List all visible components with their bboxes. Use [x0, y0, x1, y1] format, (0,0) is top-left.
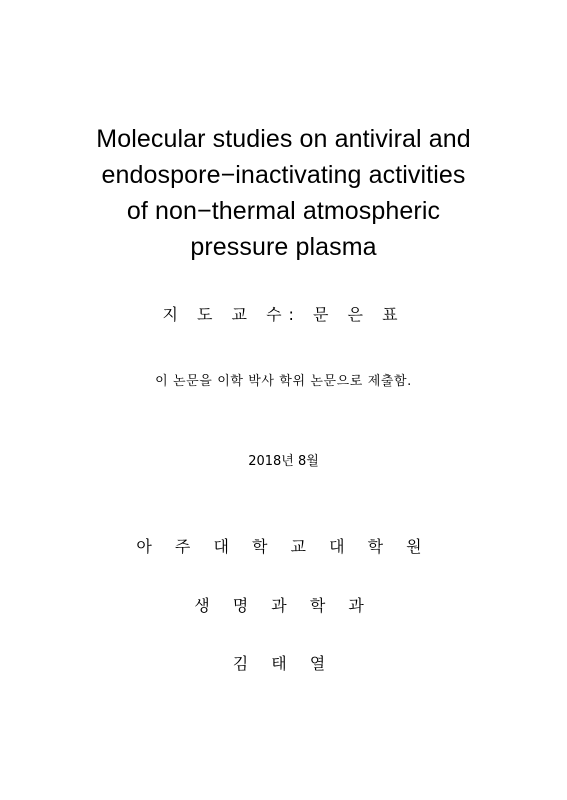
author-name: 김 태 열 [232, 654, 335, 673]
submission-date: 2018년 8월 [248, 454, 319, 469]
title-line: Molecular studies on antiviral and [96, 125, 471, 153]
title-line: endospore−inactivating activities [101, 161, 466, 189]
title-line: pressure plasma [190, 233, 377, 261]
title-line: of non−thermal atmospheric [126, 197, 441, 225]
submission-statement: 이 논문을 이학 박사 학위 논문으로 제출함. [155, 374, 412, 389]
department: 생 명 과 학 과 [194, 596, 373, 615]
thesis-title [0, 121, 567, 265]
advisor-line: 지 도 교 수: 문 은 표 [162, 305, 405, 324]
graduate-school: 아 주 대 학 교 대 학 원 [136, 537, 431, 556]
